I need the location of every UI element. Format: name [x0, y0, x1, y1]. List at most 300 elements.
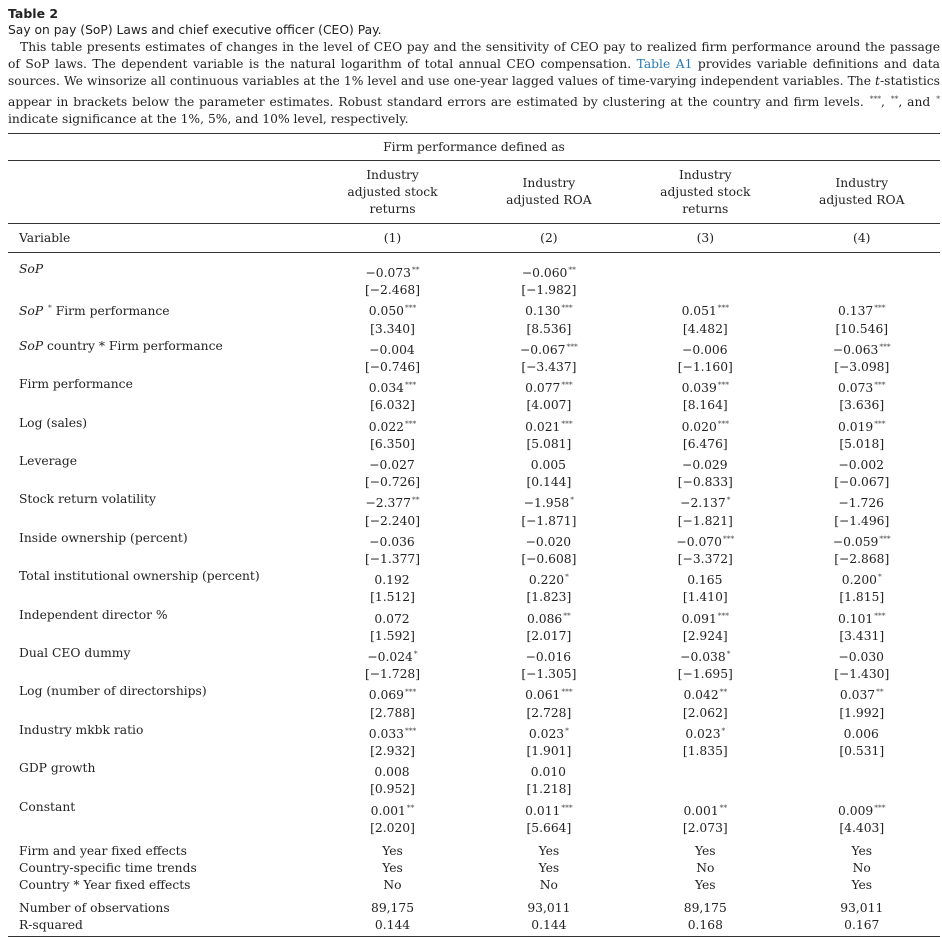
- t-stat-cell: [4.007]: [526, 398, 572, 413]
- estimate-cell: [471, 299, 627, 320]
- stat-value: 0.167: [784, 917, 940, 937]
- estimate-value: 0.034: [368, 381, 404, 396]
- significance-stars: **: [719, 802, 728, 812]
- significance-stars: *: [726, 649, 731, 659]
- stat-value: 0.144: [314, 917, 470, 937]
- estimate-cell: [314, 607, 470, 628]
- column-header: Industry adjusted ROA: [506, 176, 592, 207]
- estimate-cell: [784, 607, 940, 628]
- label-suffix: Firm performance: [55, 304, 170, 319]
- estimate-value: −0.063: [832, 342, 879, 357]
- estimate-cell: [627, 338, 783, 359]
- estimate-value: −0.020: [525, 534, 572, 549]
- estimate-value: −0.027: [369, 458, 415, 473]
- estimate-cell: [471, 453, 627, 474]
- column-number: (2): [471, 224, 627, 253]
- estimate-row: [8, 607, 940, 628]
- estimate-cell: [471, 607, 627, 628]
- estimate-value: 0.008: [374, 765, 410, 780]
- t-stat-cell: [−1.728]: [364, 667, 421, 682]
- estimate-cell: [314, 453, 470, 474]
- estimate-value: 0.069: [368, 688, 404, 703]
- estimate-cell: [314, 722, 470, 743]
- significance-stars: **: [563, 610, 571, 620]
- column-number-row: [8, 224, 940, 253]
- column-number: (1): [314, 224, 470, 253]
- label-text: Inside ownership (percent): [19, 530, 188, 545]
- label-text: Log (number of directorships): [19, 684, 207, 699]
- stat-value: 89,175: [683, 901, 727, 916]
- estimate-cell: [627, 415, 783, 436]
- t-stat-cell: [3.431]: [839, 628, 885, 643]
- variable-label: [8, 299, 314, 320]
- estimate-cell: [784, 568, 940, 589]
- estimate-cell: [627, 760, 783, 781]
- estimate-cell: [314, 253, 470, 283]
- estimate-row: [8, 760, 940, 781]
- estimate-cell: [784, 683, 940, 704]
- sig-three-stars: ***: [869, 94, 881, 103]
- estimate-cell: [784, 338, 940, 359]
- description-part4: indicate significance at the 1%, 5%, and 10% level, respectively.: [8, 112, 409, 126]
- description-part2: provides variable definitions and data sources. We winsorize all continuous variables at the 1% level and use one-year lagged values of time-varying independent variables. The: [8, 57, 940, 88]
- stat-value: 93,011: [527, 901, 571, 916]
- t-stat-cell: [−1.871]: [521, 513, 577, 528]
- t-stat-cell: [10.546]: [835, 321, 889, 336]
- estimate-value: 0.072: [374, 611, 410, 626]
- t-stat-cell: [−0.726]: [364, 475, 421, 490]
- estimate-value: 0.022: [368, 419, 404, 434]
- estimate-row: [8, 376, 940, 397]
- estimate-cell: [627, 683, 783, 704]
- sep1: ,: [880, 95, 885, 109]
- estimate-value: 0.019: [838, 419, 874, 434]
- t-stat-cell: [−3.437]: [521, 360, 577, 375]
- interaction-star: *: [48, 303, 52, 313]
- sop-italic: SoP: [19, 338, 44, 353]
- fixed-effects-value: Yes: [694, 878, 716, 893]
- estimate-cell: [784, 491, 940, 512]
- estimate-value: −0.070: [676, 534, 722, 549]
- significance-stars: ***: [405, 418, 417, 428]
- t-stat-row: [8, 820, 940, 837]
- estimate-value: 0.073: [838, 381, 874, 396]
- estimate-cell: [314, 299, 470, 320]
- fixed-effects-row: [8, 843, 940, 860]
- label-text: Independent director %: [19, 607, 168, 622]
- estimate-value: −0.024: [367, 650, 413, 665]
- variable-label: [8, 722, 314, 743]
- estimate-value: 0.006: [843, 726, 879, 741]
- significance-stars: *: [570, 495, 575, 505]
- estimate-cell: [471, 568, 627, 589]
- fixed-effects-value: Yes: [538, 844, 560, 859]
- estimate-row: [8, 722, 940, 743]
- estimate-value: 0.033: [368, 726, 404, 741]
- estimate-row: [8, 799, 940, 820]
- estimate-value: 0.042: [683, 688, 719, 703]
- estimate-cell: [471, 760, 627, 781]
- t-stat-cell: [2.932]: [370, 744, 415, 759]
- t-stat-cell: [1.901]: [526, 744, 572, 759]
- t-stat-cell: [6.476]: [682, 436, 728, 451]
- estimate-cell: [627, 530, 783, 551]
- t-stat-row: [8, 321, 940, 338]
- group-header-row: [8, 134, 940, 161]
- significance-stars: ***: [722, 533, 735, 543]
- estimate-cell: [784, 299, 940, 320]
- t-stat-cell: [627, 282, 783, 299]
- table-container: [8, 6, 940, 937]
- regression-table: [8, 133, 940, 937]
- estimate-value: 0.001: [683, 803, 719, 818]
- t-stat-cell: [−1.160]: [677, 360, 733, 375]
- estimate-value: 0.061: [525, 688, 561, 703]
- estimate-row: [8, 530, 940, 551]
- fixed-effects-value: No: [539, 878, 558, 893]
- group-header: Firm performance defined as: [8, 134, 940, 161]
- estimate-row: [8, 453, 940, 474]
- variable-label: [8, 799, 314, 820]
- estimate-cell: [471, 530, 627, 551]
- significance-stars: ***: [717, 610, 730, 620]
- estimate-value: −0.030: [838, 650, 885, 665]
- t-stat-cell: [−1.430]: [834, 667, 890, 682]
- estimate-cell: [784, 376, 940, 397]
- significance-stars: *: [721, 725, 726, 735]
- estimate-value: 0.021: [525, 419, 561, 434]
- estimate-value: 0.009: [838, 803, 874, 818]
- description-part3: -statistics appear in brackets below the parameter estimates. Robust standard errors are estimated by clustering at the country and firm levels.: [8, 74, 940, 109]
- t-stat-cell: [1.815]: [839, 590, 885, 605]
- estimate-value: −0.038: [680, 650, 726, 665]
- t-stat-cell: [6.350]: [370, 436, 415, 451]
- variable-label: [8, 760, 314, 781]
- significance-stars: **: [412, 495, 420, 505]
- significance-stars: ***: [561, 802, 573, 812]
- t-stat-cell: [−1.377]: [364, 552, 421, 567]
- t-stat-cell: [1.218]: [526, 782, 572, 797]
- t-stat-cell: [−2.868]: [834, 552, 890, 567]
- column-header-row: [8, 161, 940, 224]
- t-stat-cell: [−1.496]: [834, 513, 890, 528]
- t-stat-row: [8, 282, 940, 299]
- estimate-cell: [784, 799, 940, 820]
- estimate-value: −1.958: [523, 496, 570, 511]
- estimate-value: −0.006: [682, 342, 728, 357]
- estimate-value: −0.060: [521, 266, 568, 280]
- significance-stars: ***: [405, 380, 417, 390]
- significance-stars: ***: [874, 303, 886, 313]
- t-stat-cell: [3.340]: [370, 321, 415, 336]
- estimate-cell: [784, 530, 940, 551]
- estimate-value: −0.036: [369, 534, 415, 549]
- estimate-cell: [627, 376, 783, 397]
- estimate-row: [8, 415, 940, 436]
- t-stat-row: [8, 359, 940, 376]
- estimate-value: −2.137: [680, 496, 726, 511]
- estimate-value: 0.077: [525, 381, 561, 396]
- t-stat-cell: [8.164]: [682, 398, 728, 413]
- variable-label: [8, 253, 314, 283]
- stat-value: 0.168: [627, 917, 783, 937]
- significance-stars: ***: [717, 303, 730, 313]
- t-stat-row: [8, 666, 940, 683]
- estimate-cell: [314, 530, 470, 551]
- estimate-value: −0.067: [520, 342, 566, 357]
- t-stat-cell: [1.823]: [526, 590, 572, 605]
- variable-label: [8, 376, 314, 397]
- estimate-value: 0.050: [368, 304, 404, 319]
- estimate-value: 0.023: [685, 726, 721, 741]
- t-stat-cell: [6.032]: [370, 398, 415, 413]
- estimate-cell: [784, 645, 940, 666]
- t-stat-cell: [2.728]: [526, 705, 572, 720]
- t-stat-row: [8, 436, 940, 453]
- significance-stars: **: [412, 265, 420, 274]
- variable-label: [8, 453, 314, 474]
- t-stat-cell: [−0.067]: [834, 475, 890, 490]
- t-stat-cell: [0.952]: [370, 782, 415, 797]
- estimate-value: 0.005: [530, 458, 566, 473]
- t-stat-cell: [784, 781, 940, 798]
- estimate-cell: [627, 645, 783, 666]
- significance-stars: **: [876, 687, 884, 697]
- significance-stars: **: [568, 265, 576, 274]
- t-stat-row: [8, 628, 940, 645]
- significance-stars: *: [726, 495, 731, 505]
- estimate-value: −0.029: [682, 458, 728, 473]
- table-a1-link[interactable]: Table A1: [636, 57, 693, 71]
- t-stat-cell: [4.482]: [682, 321, 728, 336]
- estimate-cell: [314, 491, 470, 512]
- significance-stars: ***: [879, 533, 891, 543]
- t-stat-cell: [8.536]: [526, 321, 572, 336]
- significance-stars: *: [413, 649, 418, 659]
- estimate-cell: [784, 760, 940, 781]
- estimate-row: [8, 299, 940, 320]
- fixed-effects-label: Firm and year fixed effects: [19, 844, 187, 859]
- estimate-value: 0.137: [838, 304, 874, 319]
- estimate-cell: [627, 799, 783, 820]
- estimate-value: 0.001: [370, 803, 406, 818]
- t-stat-cell: [0.144]: [526, 475, 572, 490]
- estimate-value: −0.002: [838, 458, 885, 473]
- estimate-cell: [784, 453, 940, 474]
- label-text: Constant: [19, 799, 76, 814]
- fixed-effects-value: Yes: [694, 844, 716, 859]
- t-stat-cell: [−1.305]: [521, 667, 577, 682]
- significance-stars: ***: [874, 802, 886, 812]
- estimate-row: [8, 645, 940, 666]
- estimate-row: [8, 491, 940, 512]
- fixed-effects-value: Yes: [382, 844, 403, 859]
- t-stat-cell: [−0.833]: [677, 475, 733, 490]
- estimate-value: 0.165: [687, 573, 723, 588]
- t-stat-cell: [4.403]: [839, 820, 885, 835]
- label-text: Log (sales): [19, 415, 88, 430]
- t-stat-cell: [−3.372]: [677, 552, 733, 567]
- t-stat-cell: [−1.982]: [521, 283, 577, 298]
- label-text: GDP growth: [19, 761, 96, 776]
- t-italic: t: [875, 74, 880, 88]
- estimate-value: −2.377: [365, 496, 412, 511]
- estimate-value: 0.192: [374, 573, 410, 588]
- fixed-effects-value: Yes: [382, 861, 403, 876]
- column-header: Industry adjusted stock returns: [347, 167, 438, 216]
- estimate-cell: [627, 568, 783, 589]
- significance-stars: ***: [405, 725, 417, 735]
- stat-value: 0.144: [471, 917, 627, 937]
- t-stat-cell: [2.020]: [370, 820, 415, 835]
- estimate-cell: [471, 645, 627, 666]
- variable-label: [8, 607, 314, 628]
- fixed-effects-value: No: [852, 861, 871, 876]
- estimate-value: 0.051: [681, 304, 717, 319]
- t-stat-cell: [2.788]: [370, 705, 415, 720]
- estimate-cell: [471, 338, 627, 359]
- significance-stars: ***: [874, 418, 886, 428]
- description-part1: This table presents estimates of changes in the level of CEO pay and the sensitivity of CEO pay to realized firm performance around the passage of SoP laws. The dependent variable is the natural logarithm of total annual CEO compensation.: [8, 40, 940, 71]
- stat-row: [8, 900, 940, 917]
- significance-stars: ***: [405, 687, 417, 697]
- estimate-cell: [627, 607, 783, 628]
- estimate-value: 0.130: [525, 304, 561, 319]
- estimate-cell: [471, 799, 627, 820]
- estimate-value: 0.200: [841, 573, 877, 588]
- label-suffix: country * Firm performance: [47, 338, 223, 353]
- fixed-effects-row: [8, 860, 940, 877]
- estimate-value: −0.059: [832, 534, 879, 549]
- estimate-cell: [314, 799, 470, 820]
- significance-stars: ***: [879, 341, 891, 351]
- estimate-row: [8, 683, 940, 704]
- t-stat-row: [8, 705, 940, 722]
- table-description: [8, 39, 940, 128]
- estimate-cell: [627, 453, 783, 474]
- t-stat-cell: [5.081]: [526, 436, 572, 451]
- significance-stars: **: [406, 802, 415, 812]
- t-stat-cell: [5.018]: [839, 436, 885, 451]
- stat-value: 93,011: [840, 901, 884, 916]
- variable-label: [8, 491, 314, 512]
- fixed-effects-value: Yes: [538, 861, 560, 876]
- significance-stars: ***: [561, 687, 573, 697]
- estimate-row: [8, 568, 940, 589]
- t-stat-row: [8, 474, 940, 491]
- t-stat-cell: [1.512]: [370, 590, 415, 605]
- column-number: (4): [784, 224, 940, 253]
- estimate-value: 0.011: [525, 803, 561, 818]
- label-text: Total institutional ownership (percent): [19, 569, 260, 584]
- estimate-cell: [784, 253, 940, 283]
- t-stat-cell: [2.017]: [526, 628, 572, 643]
- label-text: Stock return volatility: [19, 492, 156, 507]
- column-header: Industry adjusted stock returns: [660, 167, 751, 216]
- t-stat-row: [8, 589, 940, 606]
- significance-stars: ***: [561, 303, 573, 313]
- estimate-value: −0.073: [365, 266, 412, 280]
- estimate-value: 0.091: [681, 611, 717, 626]
- significance-stars: *: [565, 572, 569, 582]
- estimate-row: [8, 338, 940, 359]
- significance-stars: ***: [874, 610, 886, 620]
- estimate-cell: [627, 299, 783, 320]
- variable-label: [8, 338, 314, 359]
- t-stat-cell: [−0.746]: [364, 360, 421, 375]
- estimate-cell: [314, 338, 470, 359]
- sep2: , and: [898, 95, 931, 109]
- estimate-row: [8, 253, 940, 283]
- significance-stars: ***: [566, 341, 578, 351]
- estimate-value: 0.023: [528, 726, 565, 741]
- estimate-cell: [471, 491, 627, 512]
- significance-stars: ***: [405, 303, 417, 313]
- t-stat-row: [8, 513, 940, 530]
- t-stat-cell: [2.924]: [682, 628, 728, 643]
- estimate-cell: [314, 415, 470, 436]
- stat-label: Number of observations: [19, 901, 170, 916]
- t-stat-cell: [1.992]: [839, 705, 885, 720]
- variable-header: Variable: [8, 224, 314, 253]
- estimate-value: −1.726: [838, 496, 885, 511]
- estimate-cell: [314, 683, 470, 704]
- label-text: Leverage: [19, 454, 78, 469]
- estimate-cell: [314, 645, 470, 666]
- estimate-cell: [471, 683, 627, 704]
- fixed-effects-value: No: [383, 878, 402, 893]
- t-stat-cell: [−0.608]: [521, 552, 577, 567]
- estimate-cell: [471, 253, 627, 283]
- stat-label: R-squared: [8, 917, 314, 937]
- t-stat-cell: [784, 282, 940, 299]
- fixed-effects-label: Country * Year fixed effects: [19, 878, 191, 893]
- significance-stars: ***: [561, 380, 573, 390]
- t-stat-cell: [−2.240]: [364, 513, 421, 528]
- t-stat-cell: [1.835]: [682, 744, 728, 759]
- significance-stars: *: [877, 572, 882, 582]
- t-stat-cell: [−2.468]: [364, 283, 421, 298]
- t-stat-cell: [2.073]: [682, 820, 728, 835]
- significance-stars: ***: [717, 380, 730, 390]
- label-text: Industry mkbk ratio: [19, 722, 144, 737]
- t-stat-cell: [−3.098]: [834, 360, 890, 375]
- estimate-cell: [627, 722, 783, 743]
- estimate-value: 0.010: [530, 765, 566, 780]
- column-header: Industry adjusted ROA: [819, 176, 905, 207]
- estimate-cell: [784, 415, 940, 436]
- t-stat-row: [8, 781, 940, 798]
- estimate-value: −0.004: [369, 342, 415, 357]
- t-stat-cell: [1.410]: [682, 590, 728, 605]
- t-stat-cell: [5.664]: [526, 820, 572, 835]
- t-stat-cell: [2.062]: [682, 705, 728, 720]
- sop-italic: SoP: [19, 304, 44, 319]
- table-caption: Say on pay (SoP) Laws and chief executive officer (CEO) Pay.: [8, 23, 382, 37]
- variable-label: [8, 530, 314, 551]
- stat-row: [8, 917, 940, 937]
- significance-stars: ***: [561, 418, 573, 428]
- significance-stars: *: [565, 725, 569, 735]
- estimate-value: 0.220: [528, 573, 565, 588]
- significance-stars: ***: [717, 418, 730, 428]
- sig-one-star: *: [936, 94, 940, 103]
- estimate-cell: [471, 376, 627, 397]
- estimate-value: 0.101: [838, 611, 874, 626]
- sig-two-stars: **: [890, 94, 899, 103]
- estimate-cell: [314, 760, 470, 781]
- t-stat-cell: [627, 781, 783, 798]
